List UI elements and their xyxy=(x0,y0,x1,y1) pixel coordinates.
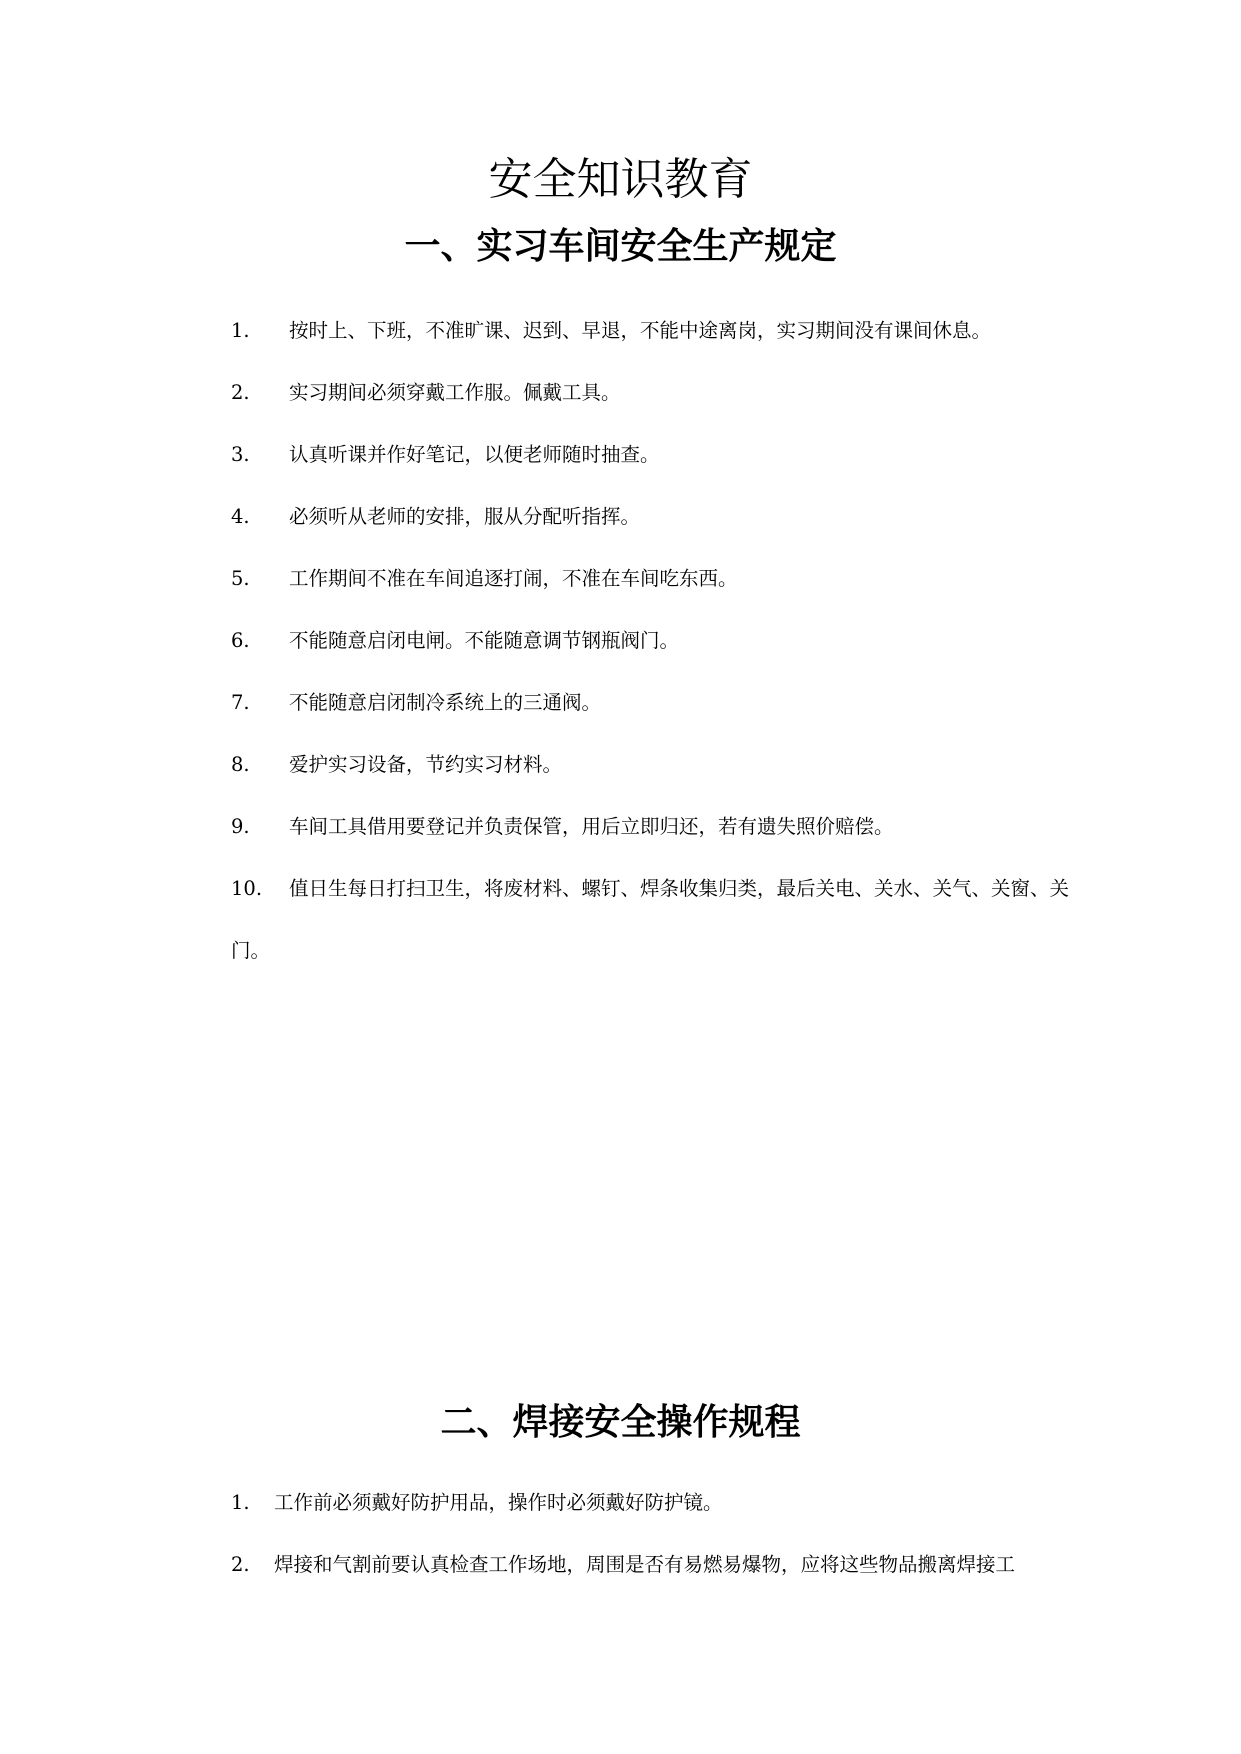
list-item xyxy=(231,858,1101,982)
item-number: 6. xyxy=(231,629,250,652)
list-item xyxy=(231,424,1101,486)
item-text: 工作前必须戴好防护用品，操作时必须戴好防护镜。 xyxy=(274,1491,723,1514)
section-heading-welding-rules: 二、焊接安全操作规程 xyxy=(440,1402,801,1443)
item-number: 1. xyxy=(231,319,250,342)
list-item xyxy=(231,1472,1101,1534)
item-text: 焊接和气割前要认真检查工作场地，周围是否有易燃易爆物，应将这些物品搬离焊接工 xyxy=(274,1553,1016,1576)
item-number: 5. xyxy=(231,567,250,590)
item-text: 按时上、下班，不准旷课、迟到、早退，不能中途离岗，实习期间没有课间休息。 xyxy=(289,319,992,342)
item-number: 7. xyxy=(231,691,250,714)
item-number: 10. xyxy=(231,877,263,900)
list-item xyxy=(231,486,1101,548)
item-text: 实习期间必须穿戴工作服。佩戴工具。 xyxy=(289,381,621,404)
workshop-rules-list xyxy=(231,300,1101,982)
item-number: 1. xyxy=(231,1491,250,1514)
item-number: 2. xyxy=(231,1553,250,1576)
list-item xyxy=(231,734,1101,796)
list-item xyxy=(231,300,1101,362)
item-text: 认真听课并作好笔记，以便老师随时抽查。 xyxy=(289,443,660,466)
item-number: 8. xyxy=(231,753,250,776)
item-number: 9. xyxy=(231,815,250,838)
item-text: 不能随意启闭制冷系统上的三通阀。 xyxy=(289,691,602,714)
item-text: 不能随意启闭电闸。不能随意调节钢瓶阀门。 xyxy=(289,629,680,652)
item-text: 工作期间不准在车间追逐打闹，不准在车间吃东西。 xyxy=(289,567,738,590)
item-number: 4. xyxy=(231,505,250,528)
document-title: 安全知识教育 xyxy=(488,154,753,205)
list-item xyxy=(231,548,1101,610)
list-item xyxy=(231,610,1101,672)
section-heading-workshop-rules: 一、实习车间安全生产规定 xyxy=(404,226,837,267)
item-number: 2. xyxy=(231,381,250,404)
list-item xyxy=(231,672,1101,734)
item-text: 爱护实习设备，节约实习材料。 xyxy=(289,753,563,776)
item-text: 车间工具借用要登记并负责保管，用后立即归还，若有遗失照价赔偿。 xyxy=(289,815,894,838)
item-text: 必须听从老师的安排，服从分配听指挥。 xyxy=(289,505,641,528)
list-item xyxy=(231,796,1101,858)
list-item xyxy=(231,362,1101,424)
item-text: 值日生每日打扫卫生，将废材料、螺钉、焊条收集归类，最后关电、关水、关气、关窗、关门。 xyxy=(231,877,1070,962)
item-number: 3. xyxy=(231,443,250,466)
welding-rules-list xyxy=(231,1472,1101,1596)
list-item xyxy=(231,1534,1101,1596)
